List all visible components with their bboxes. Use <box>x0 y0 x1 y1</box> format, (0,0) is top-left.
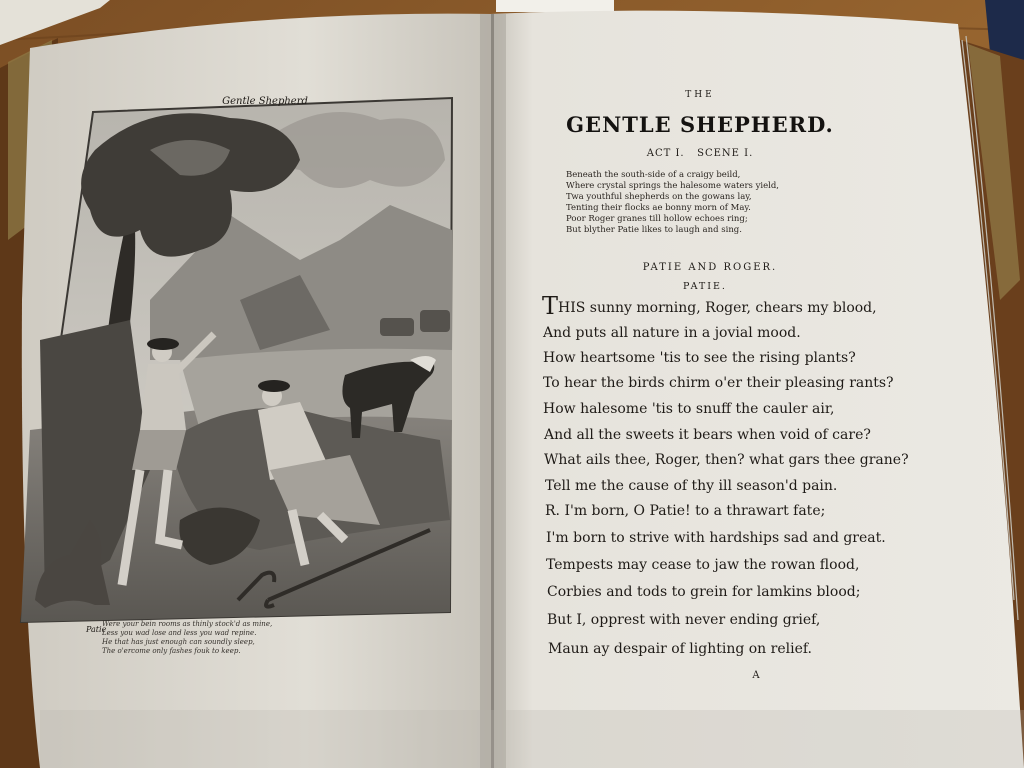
argument-line: Where crystal springs the halesome waters yield, <box>566 181 780 191</box>
verse-line: I'm born to strive with hardships sad and great. <box>546 530 886 546</box>
verse-line: How halesome 'tis to snuff the cauler air, <box>543 401 835 417</box>
verse-line: Tell me the cause of thy ill season'd pain. <box>545 478 838 494</box>
verse-line: R. I'm born, O Patie! to a thrawart fate; <box>545 503 826 519</box>
argument-line: Twa youthful shepherds on the gowans lay, <box>566 192 752 202</box>
verse-line: Tempests may cease to jaw the rowan flood, <box>546 557 860 573</box>
signature-mark: A <box>752 670 760 681</box>
verse-line-1-text: HIS sunny morning, Roger, chears my blood, <box>558 300 877 316</box>
verse-line: What ails thee, Roger, then? what gars thee grane? <box>544 452 909 468</box>
verse-line-1 <box>542 294 877 318</box>
plate-verse-line: The o'ercome only fashes fouk to keep. <box>102 647 241 655</box>
argument-line: Tenting their flocks ae bonny morn of May. <box>566 203 751 213</box>
gutter-line <box>491 14 494 768</box>
plate-verse-line: Were your bein rooms as thinly stock'd as mine, <box>102 620 273 628</box>
plate-verse-line: He that has just enough can soundly sleep, <box>102 638 255 646</box>
argument-line: Poor Roger granes till hollow echoes ring; <box>566 214 748 224</box>
act-scene-heading: ACT I. SCENE I. <box>646 148 754 159</box>
speaker-heading: PATIE. <box>683 281 727 292</box>
verse-line: And puts all nature in a jovial mood. <box>543 325 801 341</box>
verse-line: How heartsome 'tis to see the rising plants? <box>543 350 856 366</box>
argument-line: Beneath the south-side of a craigy beild, <box>566 170 741 180</box>
plate-verse <box>102 620 332 656</box>
verse-line: And all the sweets it bears when void of care? <box>544 427 871 443</box>
plate-caption: Patie <box>86 625 107 634</box>
page-header: THE <box>685 90 715 100</box>
argument-line: But blyther Patie likes to laugh and sing. <box>566 225 742 235</box>
plate-verse-line: Less you wad lose and less you wad repine. <box>102 629 257 637</box>
page-shadow-bottom <box>40 710 1024 768</box>
characters-heading: PATIE AND ROGER. <box>642 262 778 273</box>
verse-line: But I, opprest with never ending grief, <box>547 612 821 628</box>
book-title: GENTLE SHEPHERD. <box>566 112 834 137</box>
plate-title: Gentle Shepherd <box>222 96 308 107</box>
verse-line: Maun ay despair of lighting on relief. <box>548 641 813 657</box>
verse-line: To hear the birds chirm o'er their pleasing rants? <box>543 375 894 391</box>
argument-stanza <box>566 170 826 236</box>
verse-line: Corbies and tods to grein for lamkins blood; <box>547 584 861 600</box>
engraving-plate <box>21 98 452 622</box>
drop-cap: T <box>542 292 559 320</box>
paper-scrap-top <box>496 0 614 12</box>
